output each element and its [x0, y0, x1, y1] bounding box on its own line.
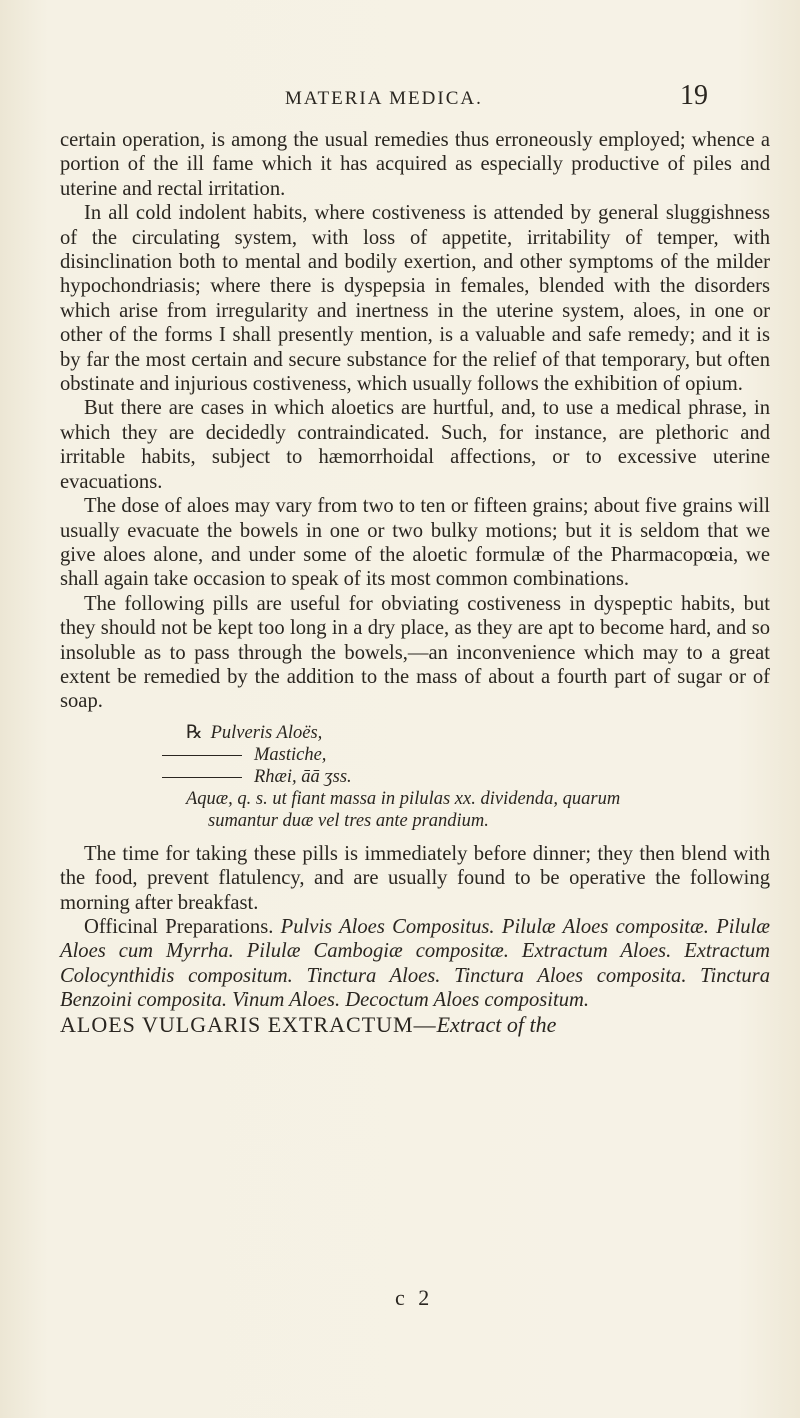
running-title: MATERIA MEDICA. [285, 88, 483, 109]
paragraph-1: certain operation, is among the usual remedies thus erroneously employed; whence a portion of the ill fame which it has acquired as especially productive of piles and uterine and rectal irritation. [60, 129, 770, 200]
recipe-line-5: sumantur duæ vel tres ante prandium. [208, 810, 489, 831]
ditto-dash [162, 755, 242, 756]
recipe-line-2: Mastiche, [60, 744, 770, 766]
prescription [60, 722, 770, 832]
closing-italic: Extract of the [436, 1011, 557, 1037]
closing-dash: — [413, 1011, 437, 1037]
officinal-label: Officinal Preparations. [84, 915, 274, 938]
page-number: 19 [680, 80, 708, 111]
page-header [0, 80, 800, 120]
signature-mark: c 2 [395, 1285, 434, 1310]
closing-heading-line [60, 1013, 770, 1037]
paragraph-4: The dose of aloes may vary from two to ten or fifteen grains; about five grains will usually evacuate the bowels in one or two bulky motions; but it is seldom that we give aloes alone, and under some of the aloetic formulæ of the Pharmacopœia, we shall again take occasion to speak of its most common combinations. [60, 495, 770, 591]
paragraph-3: But there are cases in which aloetics are hurtful, and, to use a medical phrase, in which they are decidedly contraindicated. Such, for instance, are plethoric and irritable habits, subject to hæmorrhoidal affections, or to excessive uterine evacuations. [60, 397, 770, 493]
paragraph-6: The time for taking these pills is immediately before dinner; they then blend with the food, prevent flatulency, and are usually found to be operative the following morning after breakfast. [60, 842, 770, 914]
recipe-line-3: Rhæi, āā ʒss. [60, 766, 770, 788]
closing-heading: ALOES VULGARIS EXTRACTUM [60, 1011, 414, 1037]
officinal-items: Pulvis Aloes Compositus. Pilulæ Aloes compositæ. Pilulæ Aloes cum Myrrha. Pilulæ Cambogiæ compositæ. Extractum Aloes. Extractum Colocynthidis compositum. Tinctura Aloes. Tinctura Aloes composita. Tinctura Benzoini composita. Vinum Aloes. Decoctum Aloes compositum. [60, 915, 770, 1012]
paragraph-5: The following pills are useful for obviating costiveness in dyspeptic habits, but they should not be kept too long in a dry place, as they are apt to become hard, and so insoluble as to pass through the bowels,—an inconvenience which may to a great extent be remedied by the addition to the mass of about a fourth part of sugar or of soap. [60, 592, 770, 713]
paragraph-2: In all cold indolent habits, where costiveness is attended by general sluggishness of the circulating system, with loss of appetite, irritability of temper, with disinclination both to mental and bodily exertion, and other symptoms of the milder hypochondriasis; where there is dyspepsia in females, blended with the disorders which arise from irregularity and inertness in the uterine system, aloes, in one or other of the forms I shall presently mention, is a valuable and safe remedy; and it is by far the most certain and secure substance for the relief of that temporary, but often obstinate and injurious costiveness, which usually follows the exhibition of opium. [60, 202, 770, 396]
ditto-dash [162, 777, 242, 778]
recipe-line-4: Aquæ, q. s. ut fiant massa in pilulas xx. dividenda, quarum [186, 788, 621, 809]
officinal-preparations [60, 915, 770, 1013]
rx-symbol: ℞ [186, 722, 203, 743]
recipe-line-1: ℞ Pulveris Aloës, [186, 722, 323, 743]
body-text [60, 128, 770, 1037]
